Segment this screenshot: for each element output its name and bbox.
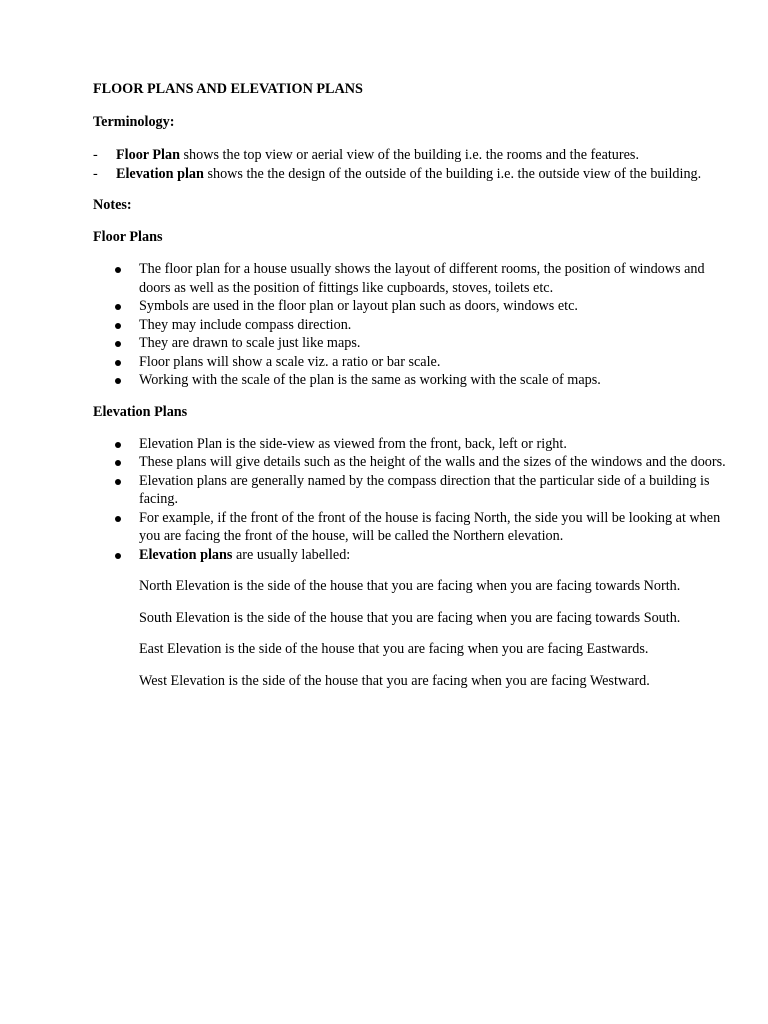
- terminology-list: [93, 146, 743, 183]
- list-item: These plans will give details such as the height of the walls and the sizes of the windows and the doors.: [93, 453, 743, 472]
- list-item: They are drawn to scale just like maps.: [93, 334, 743, 353]
- floor-plans-list: [93, 260, 743, 390]
- dash-marker: -: [93, 147, 98, 163]
- bullet-icon: [115, 378, 121, 384]
- elevation-plans-heading: Elevation Plans: [93, 403, 188, 420]
- list-item: Elevation Plan is the side-view as viewed from the front, back, left or right.: [93, 435, 743, 454]
- list-item: They may include compass direction.: [93, 316, 743, 335]
- north-elevation-definition: North Elevation is the side of the house that you are facing when you are facing towards North.: [139, 578, 681, 594]
- list-item: Elevation plans are generally named by the compass direction that the particular side of a building is facing.: [93, 472, 743, 509]
- bullet-icon: [115, 442, 121, 448]
- list-item: The floor plan for a house usually shows the layout of different rooms, the position of windows and doors as well as the position of fittings like cupboards, stoves, toilets etc.: [93, 260, 743, 297]
- term-elevation-plan: Elevation plan: [116, 165, 204, 182]
- terminology-item: [93, 146, 743, 165]
- bullet-icon: [115, 267, 121, 273]
- bullet-icon: [115, 553, 121, 559]
- labelled-term: Elevation plans: [139, 546, 233, 563]
- south-elevation-definition: South Elevation is the side of the house that you are facing when you are facing towards South.: [139, 609, 681, 626]
- dash-marker: -: [93, 165, 98, 182]
- term-elevation-plan-definition: shows the the design of the outside of the building i.e. the outside view of the building.: [203, 165, 702, 182]
- list-item: Floor plans will show a scale viz. a ratio or bar scale.: [93, 353, 743, 372]
- list-item: For example, if the front of the front of the house is facing North, the side you will be looking at when you are facing the front of the house, will be called the Northern elevation.: [93, 509, 743, 546]
- labelled-text: are usually labelled:: [232, 546, 351, 563]
- list-item: Working with the scale of the plan is the same as working with the scale of maps.: [93, 371, 743, 390]
- terminology-item: [93, 165, 743, 184]
- list-item: [93, 546, 743, 565]
- bullet-icon: [115, 360, 121, 366]
- bullet-icon: [115, 341, 121, 347]
- west-elevation-definition: West Elevation is the side of the house that you are facing when you are facing Westward.: [139, 672, 650, 689]
- notes-heading: Notes:: [93, 197, 132, 213]
- document-page: [93, 80, 743, 690]
- elevation-plans-list: [93, 435, 743, 565]
- list-item: Symbols are used in the floor plan or layout plan such as doors, windows etc.: [93, 297, 743, 316]
- term-floor-plan-definition: shows the top view or aerial view of the building i.e. the rooms and the features.: [179, 147, 639, 163]
- bullet-icon: [115, 304, 121, 310]
- bullet-icon: [115, 323, 121, 329]
- floor-plans-heading: Floor Plans: [93, 229, 163, 245]
- bullet-icon: [115, 460, 121, 466]
- document-title: FLOOR PLANS AND ELEVATION PLANS: [93, 81, 363, 97]
- term-floor-plan: Floor Plan: [116, 147, 180, 163]
- terminology-heading: Terminology:: [93, 114, 175, 130]
- bullet-icon: [115, 516, 121, 522]
- east-elevation-definition: East Elevation is the side of the house that you are facing when you are facing Eastwards.: [139, 641, 649, 657]
- bullet-icon: [115, 479, 121, 485]
